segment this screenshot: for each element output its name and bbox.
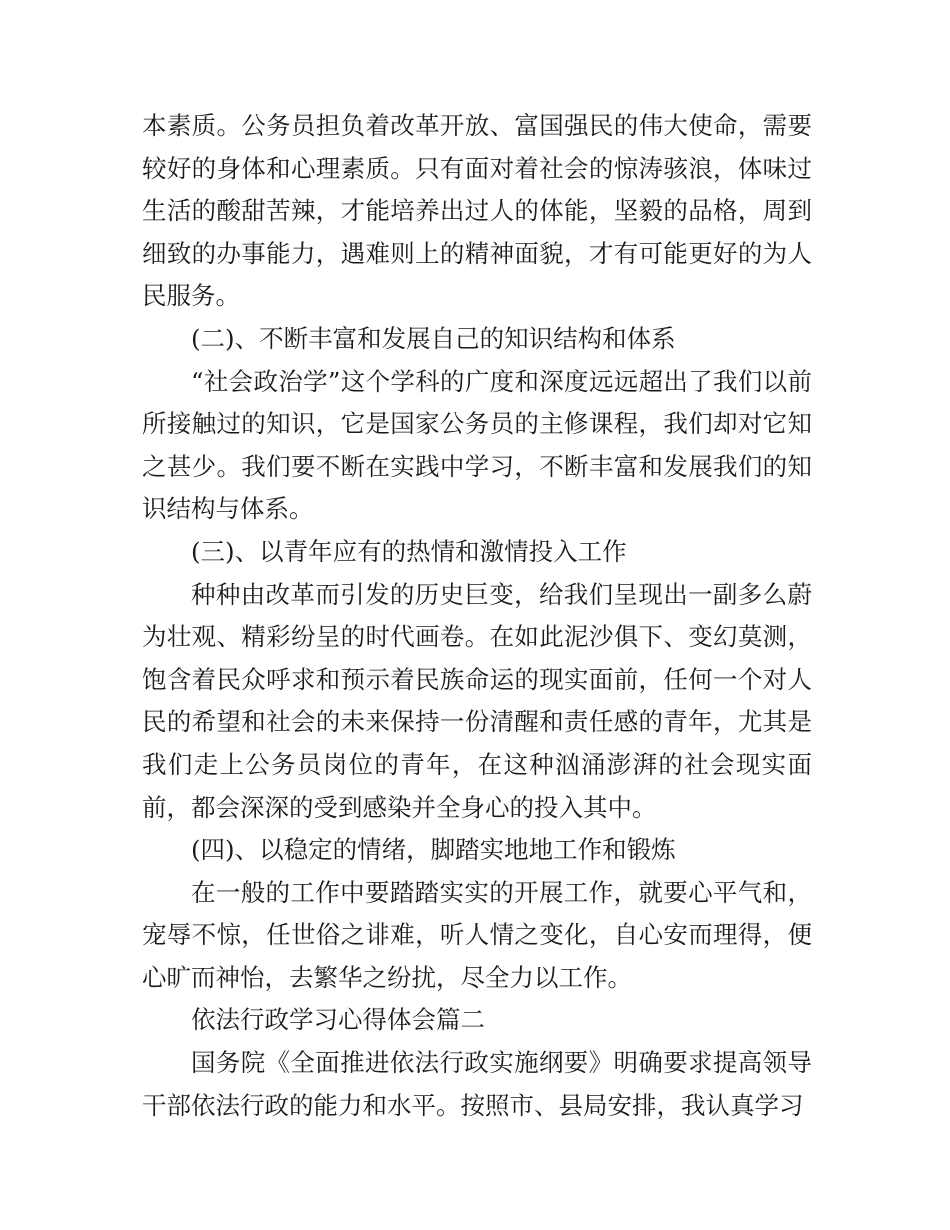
paragraph: 国务院《全面推进依法行政实施纲要》明确要求提高领导干部依法行政的能力和水平。按照市、县局安排，我认真学习 <box>142 1048 812 1120</box>
article-title: 依法行政学习心得体会篇二 <box>191 1005 485 1035</box>
section-heading-3: (三)、以青年应有的热情和激情投入工作 <box>191 536 627 566</box>
paragraph: “社会政治学”这个学科的广度和深度远远超出了我们以前所接触过的知识，它是国家公务员的主修课程，我们却对它知之甚少。我们要不断在实践中学习，不断丰富和发展我们的知识结构与体系。 <box>142 366 812 524</box>
section-heading-4: (四)、以稳定的情绪，脚踏实地地工作和锻炼 <box>191 835 676 865</box>
paragraph: 种种由改革而引发的历史巨变，给我们呈现出一副多么蔚为壮观、精彩纷呈的时代画卷。在如此泥沙俱下、变幻莫测，饱含着民众呼求和预示着民族命运的现实面前，任何一个对人民的希望和社会的未来保持一份清醒和责任感的青年，尤其是我们走上公务员岗位的青年，在这种汹涌澎湃的社会现实面前，都会深深的受到感染并全身心的投入其中。 <box>142 579 812 822</box>
paragraph: 在一般的工作中要踏踏实实的开展工作，就要心平气和，宠辱不惊，任世俗之诽难，听人情之变化，自心安而理得，便心旷而神怡，去繁华之纷扰，尽全力以工作。 <box>142 877 812 992</box>
section-heading-2: (二)、不断丰富和发展自己的知识结构和体系 <box>191 323 676 353</box>
document-body <box>142 105 812 1127</box>
paragraph-continuation: 本素质。公务员担负着改革开放、富国强民的伟大使命，需要较好的身体和心理素质。只有面对着社会的惊涛骇浪，体味过生活的酸甜苦辣，才能培养出过人的体能，坚毅的品格，周到细致的办事能力，遇难则上的精神面貌，才有可能更好的为人民服务。 <box>142 111 812 311</box>
